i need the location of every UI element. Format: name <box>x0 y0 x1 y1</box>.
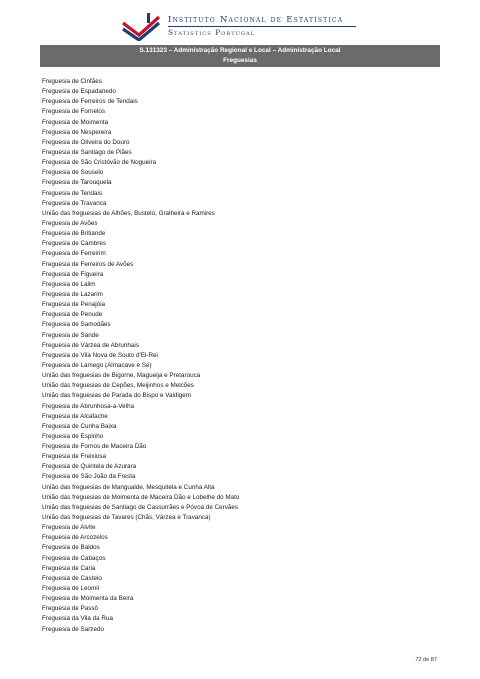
page-number: 72 de 87 <box>415 657 437 663</box>
list-item: Freguesia de Nespereira <box>42 128 112 136</box>
list-item: Freguesia de Espadanedo <box>42 88 116 96</box>
list-item: Freguesia de Várzea de Abrunhais <box>42 341 139 349</box>
list-item: Freguesia de Caria <box>42 564 96 572</box>
list-item: Freguesia de Cambres <box>42 240 107 248</box>
list-item: Freguesia de Lalim <box>42 280 96 288</box>
list-item: União das freguesias de Alhões, Bustelo, Gralheira e Ramires <box>42 209 215 217</box>
list-item: Freguesia de Freixiosa <box>42 453 107 461</box>
list-item: União das freguesias de Parada do Bispo e Valdigem <box>42 392 192 400</box>
list-item: União das freguesias de Bigorne, Magueija e Pretarouca <box>42 372 201 380</box>
list-item: Freguesia de São Cristóvão de Nogueira <box>42 159 157 167</box>
list-item: Freguesia de Tarouquela <box>42 179 112 187</box>
list-item: Freguesia de Espinho <box>42 432 104 440</box>
list-item: Freguesia de Ferreirim <box>42 250 106 258</box>
ine-logo-mark-icon <box>121 13 161 41</box>
list-item: Freguesia de São João da Fresta <box>42 473 136 481</box>
list-item: Freguesia de Lamego (Almacave e Sé) <box>42 361 152 369</box>
section-subtitle: Freguesias <box>223 57 257 64</box>
list-item: Freguesia de Moimenta <box>42 118 109 126</box>
list-item: Freguesia de Alcafache <box>42 412 108 420</box>
list-item: Freguesia de Passô <box>42 605 99 613</box>
parish-list <box>42 77 239 635</box>
list-item: Freguesia de Fornos de Maceira Dão <box>42 443 147 451</box>
list-item: Freguesia de Britiande <box>42 230 106 238</box>
list-item: Freguesia de Moimenta da Beira <box>42 595 134 603</box>
list-item: Freguesia da Vila da Rua <box>42 615 113 623</box>
list-item: Freguesia de Santiago de Piães <box>42 148 132 156</box>
section-title: S.131323 – Administração Regional e Local – Administração Local <box>139 47 341 54</box>
list-item: Freguesia de Abrunhosa-a-Velha <box>42 402 135 410</box>
list-item: Freguesia de Tendais <box>42 189 103 197</box>
list-item: Freguesia de Cunha Baixa <box>42 422 117 430</box>
logo-line-1: Instituto Nacional de Estatística <box>168 15 344 25</box>
list-item: Freguesia de Souselo <box>42 169 104 177</box>
list-item: Freguesia de Oliveira do Douro <box>42 138 130 146</box>
list-item: Freguesia de Ferreiros de Avões <box>42 260 134 268</box>
list-item: Freguesia de Arcozelos <box>42 534 108 542</box>
list-item: Freguesia de Vila Nova de Souto d'El-Rei <box>42 351 158 359</box>
list-item: Freguesia de Quintela de Azurara <box>42 463 137 471</box>
list-item: Freguesia de Ferreiros de Tendais <box>42 98 138 106</box>
list-item: Freguesia de Sande <box>42 331 99 339</box>
list-item: Freguesia de Castelo <box>42 574 102 582</box>
list-item: Freguesia de Sarzedo <box>42 625 104 633</box>
list-item: Freguesia de Samodães <box>42 321 111 329</box>
list-item: União das freguesias de Santiago de Cassurrães e Póvoa de Cervães <box>42 503 239 511</box>
list-item: Freguesia de Leomil <box>42 585 100 593</box>
list-item: Freguesia de Fornelos <box>42 108 106 116</box>
list-item: Freguesia de Travanca <box>42 199 107 207</box>
list-item: Freguesia de Baldos <box>42 544 100 552</box>
list-item: Freguesia de Avões <box>42 219 98 227</box>
list-item: União das freguesias de Moimenta de Maceira Dão e Lobelhe do Mato <box>42 493 240 501</box>
list-item: Freguesia de Figueira <box>42 270 104 278</box>
logo-divider <box>168 26 356 27</box>
list-item: Freguesia de Cabaços <box>42 554 106 562</box>
list-item: Freguesia de Penajóia <box>42 301 106 309</box>
list-item: Freguesia de Alvite <box>42 524 96 532</box>
list-item: Freguesia de Cinfães <box>42 78 102 85</box>
list-item: Freguesia de Penude <box>42 311 103 319</box>
section-header <box>40 45 440 67</box>
list-item: Freguesia de Lazarim <box>42 290 103 298</box>
logo-line-2: Statistics Portugal <box>168 28 256 37</box>
list-item: União das freguesias de Cepões, Meijinhos e Melcões <box>42 382 194 390</box>
list-item: União das freguesias de Tavares (Chãs, Várzea e Travanca) <box>42 514 211 522</box>
ine-logo <box>121 13 361 41</box>
list-item: União das freguesias de Mangualde, Mesquitela e Cunha Alta <box>42 483 215 491</box>
